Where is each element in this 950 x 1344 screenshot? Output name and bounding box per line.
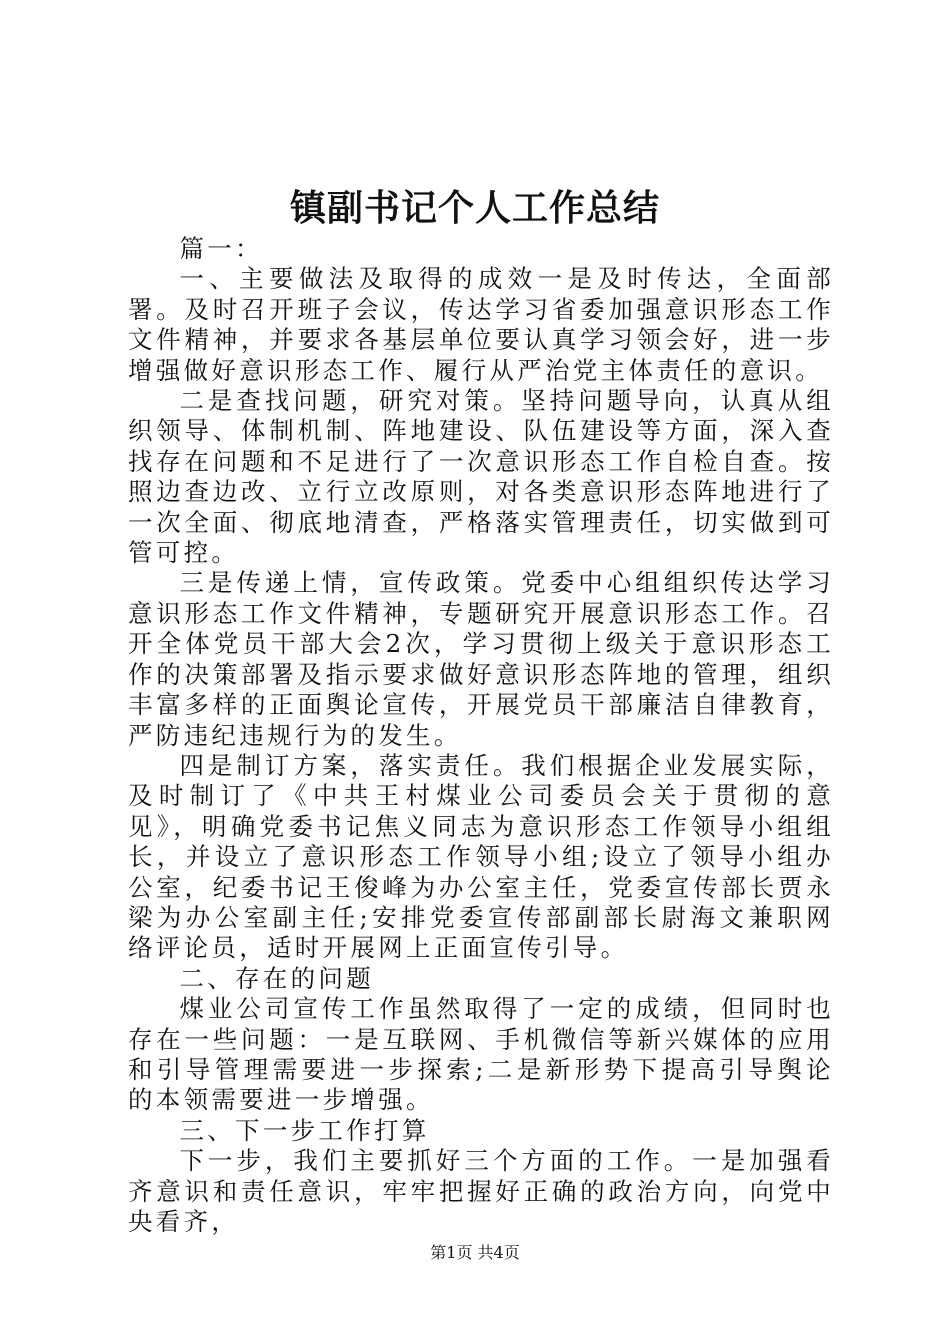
document-title: 镇副书记个人工作总结 [289,187,660,229]
section-heading: 二、存在的问题 [179,963,375,993]
paragraph: 三是传递上情，宣传政策。党委中心组组织传达学习意识形态工作文件精神，专题研究开展意识形态工作。召开全体党员干部大会2次，学习贯彻上级关于意识形态工作的决策部署及指示要求做好意识形态阵地的管理，组织丰富多样的正面舆论宣传，开展党员干部廉洁自律教育，严防违纪违规行为的发生。 [128,568,834,750]
paragraph: 煤业公司宣传工作虽然取得了一定的成绩，但同时也存在一些问题：一是互联网、手机微信等新兴媒体的应用和引导管理需要进一步探索;二是新形势下提高引导舆论的本领需要进一步增强。 [128,994,834,1115]
paragraph-section-label: 篇一： [179,234,263,263]
paragraph: 二是查找问题，研究对策。坚持问题导向，认真从组织领导、体制机制、阵地建设、队伍建设等方面，深入查找存在问题和不足进行了一次意识形态工作自检自查。按照边查边改、立行立改原则，对各类意识形态阵地进行了一次全面、彻底地清查，严格落实管理责任，切实做到可管可控。 [128,386,834,568]
page-number-footer: 第1页 共4页 [430,1243,520,1262]
paragraph: 下一步，我们主要抓好三个方面的工作。一是加强看齐意识和责任意识，牢牢把握好正确的政治方向，向党中央看齐， [128,1146,834,1236]
paragraph: 一、主要做法及取得的成效一是及时传达，全面部署。及时召开班子会议，传达学习省委加强意识形态工作文件精神，并要求各基层单位要认真学习领会好，进一步增强做好意识形态工作、履行从严治党主体责任的意识。 [128,264,834,385]
section-heading: 三、下一步工作打算 [179,1115,430,1145]
paragraph: 四是制订方案，落实责任。我们根据企业发展实际，及时制订了《中共王村煤业公司委员会关于贯彻的意见》，明确党委书记焦义同志为意识形态工作领导小组组长，并设立了意识形态工作领导小组;设立了领导小组办公室，纪委书记王俊峰为办公室主任，党委宣传部长贾永梁为办公室副主任;安排党委宣传部副部长尉海文兼职网络评论员，适时开展网上正面宣传引导。 [128,750,834,963]
document-body [128,234,834,1237]
